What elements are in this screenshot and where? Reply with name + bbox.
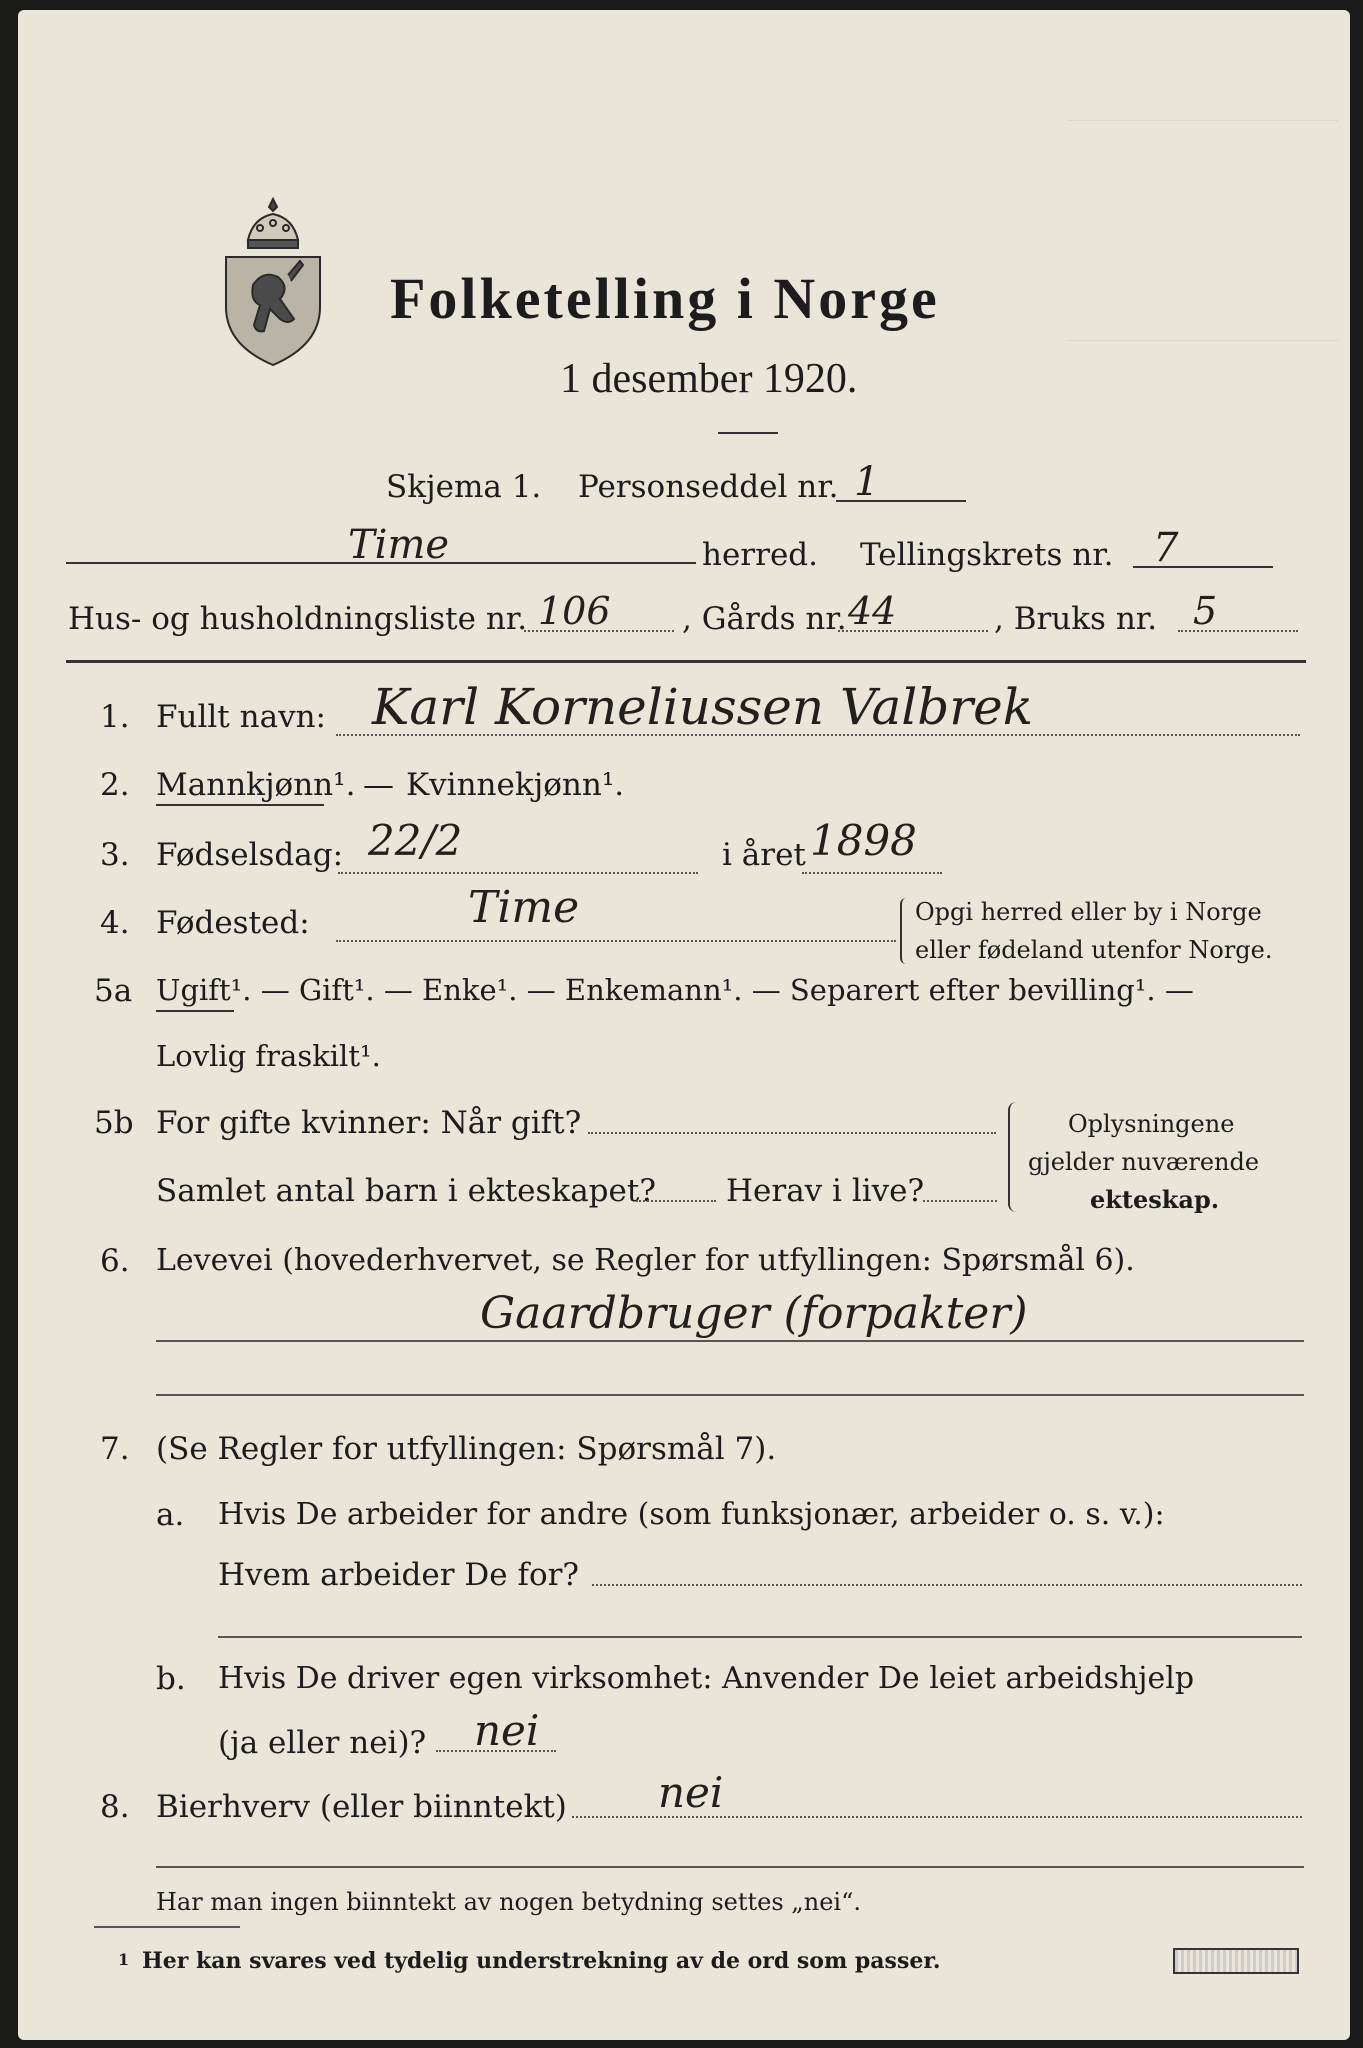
q3-day-value: 22/2 <box>368 816 463 865</box>
q2-number: 2. <box>100 767 130 803</box>
q7a-line2 <box>218 1636 1302 1638</box>
form-date: 1 desember 1920. <box>560 356 858 402</box>
coat-of-arms-icon <box>218 195 328 370</box>
bruks-label: , Bruks nr. <box>994 601 1158 637</box>
q6-label: Levevei (hovederhvervet, se Regler for utfyllingen: Spørsmål 6). <box>156 1243 1135 1278</box>
q1-line <box>336 734 1300 736</box>
q8-number: 8. <box>100 1789 130 1825</box>
gards-line <box>838 630 988 632</box>
herred-label: herred. <box>702 537 818 573</box>
skjema-label: Skjema 1. <box>386 469 542 505</box>
footnote-text: Her kan svares ved tydelig understrekning av de ord som passer. <box>142 1948 941 1974</box>
q7-number: 7. <box>100 1431 130 1467</box>
q6-value: Gaardbruger (forpakter) <box>480 1288 1028 1339</box>
q5b-brace <box>1008 1102 1020 1212</box>
q3-year-label: i året <box>722 837 806 873</box>
tellingskrets-line <box>1133 566 1273 568</box>
hus-line <box>524 630 674 632</box>
q1-number: 1. <box>100 699 130 735</box>
personseddel-label: Personseddel nr. <box>578 469 839 505</box>
q2-male: Mannkjønn¹. <box>156 767 356 803</box>
printer-stamp <box>1173 1948 1299 1974</box>
personseddel-value: 1 <box>854 459 880 505</box>
q8-line <box>572 1816 1302 1818</box>
hus-value: 106 <box>538 589 611 633</box>
q4-value: Time <box>468 882 580 933</box>
q5b-line3 <box>923 1200 997 1202</box>
q5b-label1: For gifte kvinner: Når gift? <box>156 1105 582 1141</box>
personseddel-line <box>836 500 966 502</box>
q3-day-line <box>338 872 698 874</box>
q6-line2 <box>156 1394 1304 1396</box>
q5b-note1: Oplysningene <box>1068 1110 1235 1138</box>
bruks-value: 5 <box>1193 589 1218 633</box>
q5b-number: 5b <box>94 1105 134 1141</box>
q4-label: Fødested: <box>156 905 310 941</box>
q7a-label: Hvem arbeider De for? <box>218 1557 580 1593</box>
section-divider <box>66 660 1306 663</box>
q3-year-value: 1898 <box>810 816 917 865</box>
q5a-options-cont: Lovlig fraskilt¹. <box>156 1039 381 1073</box>
q5b-label3: Herav i live? <box>726 1173 925 1209</box>
q2-male-underline <box>156 804 324 806</box>
q2-female: Kvinnekjønn¹. <box>406 767 625 803</box>
tellingskrets-value: 7 <box>1153 525 1179 571</box>
footer-note: Har man ingen biinntekt av nogen betydning settes „nei“. <box>156 1888 861 1916</box>
q6-number: 6. <box>100 1243 130 1279</box>
q2-sep: — <box>363 767 394 803</box>
q1-label: Fullt navn: <box>156 699 326 735</box>
footer-divider <box>156 1866 1304 1868</box>
q5b-label2: Samlet antal barn i ekteskapet? <box>156 1173 656 1209</box>
q5b-line1 <box>588 1132 996 1134</box>
q5b-note3: ekteskap. <box>1090 1185 1220 1214</box>
q7a-text: Hvis De arbeider for andre (som funksjonær, arbeider o. s. v.): <box>218 1497 1165 1532</box>
census-form <box>18 10 1350 2040</box>
q8-label: Bierhverv (eller biinntekt) <box>156 1789 567 1825</box>
q3-number: 3. <box>100 837 130 873</box>
footnote-mark: 1 <box>118 1950 130 1969</box>
herred-value: Time <box>348 522 450 568</box>
bruks-line <box>1178 630 1298 632</box>
q7b-label: (ja eller nei)? <box>218 1725 427 1761</box>
q4-number: 4. <box>100 905 130 941</box>
q4-note-line2: eller fødeland utenfor Norge. <box>915 936 1273 964</box>
q3-label: Fødselsdag: <box>156 837 344 873</box>
q5b-note2: gjelder nuværende <box>1028 1148 1260 1176</box>
q5a-options: Ugift¹. — Gift¹. — Enke¹. — Enkemann¹. — Separert efter bevilling¹. — <box>156 973 1194 1007</box>
q1-value: Karl Korneliussen Valbrek <box>372 678 1034 736</box>
title-divider <box>718 432 778 434</box>
q5a-number: 5a <box>94 973 133 1009</box>
q7b-text: Hvis De driver egen virksomhet: Anvender De leiet arbeidshjelp <box>218 1661 1195 1696</box>
footnote-divider <box>94 1926 240 1928</box>
q7a-letter: a. <box>156 1497 185 1533</box>
q7b-letter: b. <box>156 1661 186 1697</box>
tellingskrets-label: Tellingskrets nr. <box>860 537 1114 573</box>
gards-value: 44 <box>848 589 897 633</box>
gards-label: , Gårds nr. <box>682 601 847 637</box>
q7b-value: nei <box>474 1706 540 1755</box>
q3-year-line <box>802 872 942 874</box>
hus-label: Hus- og husholdningsliste nr. <box>68 601 528 637</box>
q8-value: nei <box>658 1768 724 1817</box>
q7b-line <box>436 1750 556 1752</box>
herred-line <box>66 562 696 564</box>
q4-note-line1: Opgi herred eller by i Norge <box>915 898 1262 926</box>
q6-line1 <box>156 1340 1304 1342</box>
q5b-line2 <box>636 1200 716 1202</box>
q4-line <box>336 940 896 942</box>
q4-brace <box>900 898 910 964</box>
q7a-line <box>592 1584 1302 1586</box>
q7-label: (Se Regler for utfyllingen: Spørsmål 7). <box>156 1431 777 1467</box>
q5a-ugift-underline <box>156 1010 234 1012</box>
form-title: Folketelling i Norge <box>390 266 940 331</box>
